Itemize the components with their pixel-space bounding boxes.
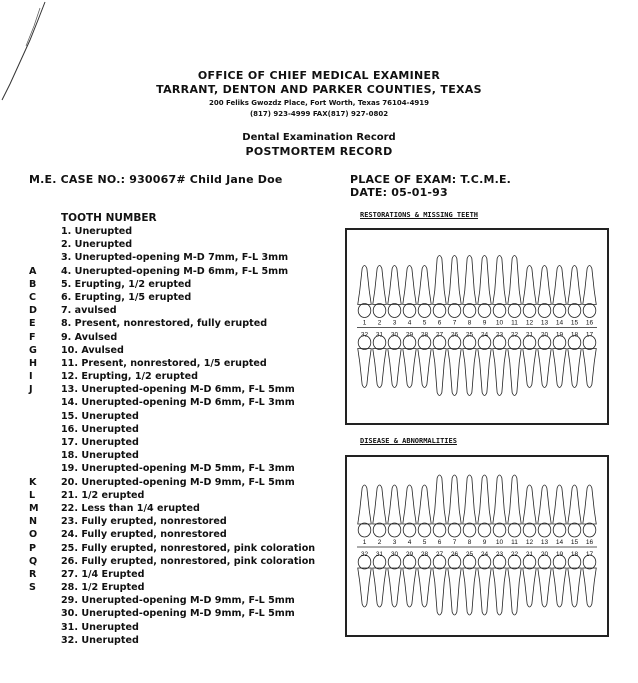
lower-tooth	[493, 349, 507, 396]
lower-tooth-number: 22	[510, 331, 519, 339]
upper-tooth-occlusal	[523, 523, 536, 537]
case-number: M.E. CASE NO.: 930067# Child Jane Doe	[29, 173, 283, 186]
tooth-entry	[0, 251, 330, 264]
lower-tooth	[448, 349, 462, 396]
upper-tooth	[553, 485, 567, 524]
tooth-description: 27. 1/4 Erupted	[61, 568, 145, 580]
lower-tooth	[403, 349, 417, 388]
tooth-entry	[0, 238, 330, 251]
lower-tooth	[478, 568, 492, 615]
tooth-entry	[0, 607, 330, 620]
upper-tooth-occlusal	[418, 304, 431, 318]
upper-tooth-number: 4	[407, 539, 412, 546]
tooth-description: 5. Erupting, 1/2 erupted	[61, 278, 192, 290]
lower-tooth	[418, 349, 432, 388]
tooth-entry	[0, 621, 330, 634]
upper-tooth	[523, 266, 537, 305]
lower-tooth-number: 17	[585, 551, 594, 558]
lower-tooth-number: 31	[375, 551, 384, 558]
exam-date: DATE: 05-01-93	[350, 186, 448, 199]
upper-tooth-occlusal	[583, 523, 596, 537]
lower-tooth-number: 20	[540, 551, 549, 558]
tooth-entry	[0, 568, 330, 581]
upper-tooth	[583, 485, 597, 524]
tooth-entry	[0, 423, 330, 436]
primary-tooth-letter: F	[29, 331, 36, 343]
lower-tooth	[373, 568, 387, 607]
tooth-description: 23. Fully erupted, nonrestored	[61, 516, 227, 528]
tooth-description: 25. Fully erupted, nonrestored, pink coloration	[61, 542, 316, 554]
upper-tooth	[373, 485, 387, 524]
upper-tooth-occlusal	[523, 304, 536, 318]
upper-tooth	[508, 475, 522, 524]
lower-tooth	[568, 349, 582, 388]
upper-tooth-number: 3	[392, 319, 397, 327]
upper-tooth	[583, 266, 597, 305]
upper-tooth-occlusal	[358, 304, 371, 318]
lower-tooth	[418, 568, 432, 607]
lower-tooth-number: 18	[570, 551, 579, 558]
tooth-description: 20. Unerupted-opening M-D 9mm, F-L 5mm	[61, 476, 295, 488]
upper-tooth-occlusal	[358, 523, 371, 537]
tooth-entry	[0, 331, 330, 344]
lower-tooth-number: 25	[465, 331, 474, 339]
upper-tooth-occlusal	[373, 523, 386, 537]
restorations-dental-chart	[345, 228, 609, 425]
primary-tooth-letter: C	[29, 291, 37, 303]
upper-tooth-number: 2	[377, 319, 382, 327]
tooth-description: 26. Fully erupted, nonrestored, pink coloration	[61, 555, 316, 567]
lower-tooth	[433, 349, 447, 396]
tooth-diagram	[347, 230, 607, 423]
tooth-description: 18. Unerupted	[61, 450, 139, 462]
upper-tooth-number: 6	[437, 539, 442, 546]
counties-title: TARRANT, DENTON AND PARKER COUNTIES, TEXAS	[156, 83, 482, 96]
tooth-description: 21. 1/2 erupted	[61, 489, 145, 501]
disease-label: DISEASE & ABNORMALITIES	[360, 437, 457, 445]
lower-tooth-number: 17	[585, 331, 594, 339]
lower-tooth	[583, 349, 597, 388]
tooth-entry	[0, 634, 330, 647]
upper-tooth-number: 11	[511, 319, 518, 327]
tooth-entry	[0, 542, 330, 555]
upper-tooth-occlusal	[478, 523, 491, 537]
upper-tooth	[553, 266, 567, 305]
lower-tooth-number: 32	[360, 331, 369, 339]
lower-tooth	[463, 568, 477, 615]
upper-tooth-occlusal	[433, 523, 446, 537]
upper-tooth	[433, 256, 447, 305]
tooth-description: 13. Unerupted-opening M-D 6mm, F-L 5mm	[61, 384, 295, 396]
upper-tooth-occlusal	[538, 304, 551, 318]
lower-tooth	[403, 568, 417, 607]
upper-tooth	[478, 475, 492, 524]
primary-tooth-letter: M	[29, 502, 39, 514]
upper-tooth-occlusal	[433, 304, 446, 318]
lower-tooth	[538, 568, 552, 607]
upper-tooth	[463, 475, 477, 524]
lower-tooth-number: 29	[405, 331, 414, 339]
lower-tooth-number: 22	[510, 551, 519, 558]
upper-tooth-number: 3	[392, 539, 397, 546]
upper-tooth-occlusal	[388, 304, 401, 318]
upper-tooth	[418, 266, 432, 305]
lower-tooth-number: 29	[405, 551, 414, 558]
tooth-entry	[0, 476, 330, 489]
lower-tooth	[388, 349, 402, 388]
tooth-entry	[0, 344, 330, 357]
upper-tooth	[433, 475, 447, 524]
lower-tooth	[433, 568, 447, 615]
upper-tooth-occlusal	[448, 304, 461, 318]
upper-tooth	[478, 256, 492, 305]
tooth-entry	[0, 528, 330, 541]
upper-tooth-number: 1	[362, 319, 367, 327]
primary-tooth-letter: Q	[29, 555, 38, 567]
tooth-description: 14. Unerupted-opening M-D 6mm, F-L 3mm	[61, 397, 295, 409]
tooth-entry	[0, 555, 330, 568]
tooth-description: 32. Unerupted	[61, 634, 139, 646]
tooth-entry	[0, 265, 330, 278]
upper-tooth-number: 14	[555, 539, 564, 546]
upper-tooth-number: 8	[467, 319, 472, 327]
upper-tooth-occlusal	[478, 304, 491, 318]
primary-tooth-letter: S	[29, 582, 36, 594]
lower-tooth-number: 30	[390, 551, 399, 558]
upper-tooth-occlusal	[493, 523, 506, 537]
upper-tooth-occlusal	[553, 304, 566, 318]
upper-tooth	[508, 256, 522, 305]
lower-tooth-number: 19	[555, 551, 564, 558]
primary-tooth-letter: N	[29, 516, 38, 528]
tooth-entry	[0, 370, 330, 383]
record-type: Dental Examination Record	[242, 132, 396, 143]
upper-tooth-occlusal	[553, 523, 566, 537]
upper-tooth-number: 10	[495, 319, 504, 327]
upper-tooth	[388, 485, 402, 524]
lower-tooth	[523, 568, 537, 607]
upper-tooth-occlusal	[508, 523, 521, 537]
lower-tooth	[553, 349, 567, 388]
primary-tooth-letter: I	[29, 371, 33, 383]
lower-tooth-number: 23	[495, 331, 504, 339]
upper-tooth	[373, 266, 387, 305]
record-title: POSTMORTEM RECORD	[245, 145, 393, 158]
upper-tooth-occlusal	[493, 304, 506, 318]
upper-tooth-number: 14	[555, 319, 564, 327]
primary-tooth-letter: R	[29, 568, 37, 580]
upper-tooth-occlusal	[463, 523, 476, 537]
tooth-entry	[0, 581, 330, 594]
lower-tooth	[493, 568, 507, 615]
upper-tooth-number: 15	[570, 539, 579, 546]
lower-tooth	[388, 568, 402, 607]
upper-tooth-occlusal	[568, 304, 581, 318]
upper-tooth	[568, 485, 582, 524]
tooth-entry	[0, 489, 330, 502]
tooth-description: 19. Unerupted-opening M-D 5mm, F-L 3mm	[61, 463, 295, 475]
lower-tooth	[508, 568, 522, 615]
upper-tooth-occlusal	[583, 304, 596, 318]
upper-tooth-occlusal	[373, 304, 386, 318]
primary-tooth-letter: O	[29, 529, 38, 541]
lower-tooth-number: 28	[420, 551, 429, 558]
upper-tooth	[463, 256, 477, 305]
lower-tooth	[358, 349, 372, 388]
lower-tooth-number: 27	[435, 551, 444, 558]
lower-tooth	[463, 349, 477, 396]
upper-tooth-occlusal	[403, 523, 416, 537]
tooth-entry	[0, 304, 330, 317]
upper-tooth	[538, 485, 552, 524]
tooth-entry	[0, 396, 330, 409]
lower-tooth	[553, 568, 567, 607]
lower-tooth-number: 19	[555, 331, 564, 339]
upper-tooth	[493, 256, 507, 305]
upper-tooth-number: 12	[525, 539, 534, 546]
upper-tooth	[358, 266, 372, 305]
tooth-description: 9. Avulsed	[61, 331, 118, 343]
lower-tooth	[583, 568, 597, 607]
office-address: 200 Feliks Gwozdz Place, Fort Worth, Texas 76104-4919	[208, 99, 430, 107]
tooth-description: 1. Unerupted	[61, 226, 133, 237]
lower-tooth-number: 32	[360, 551, 369, 558]
restorations-label: RESTORATIONS & MISSING TEETH	[360, 211, 479, 219]
lower-tooth-number: 27	[435, 331, 444, 339]
upper-tooth-occlusal	[568, 523, 581, 537]
upper-tooth-number: 13	[540, 539, 549, 546]
primary-tooth-letter: A	[29, 265, 37, 277]
upper-tooth	[448, 256, 462, 305]
primary-tooth-letter: K	[29, 476, 37, 488]
office-phone: (817) 923-4999 FAX(817) 927-0802	[249, 110, 389, 118]
upper-tooth-occlusal	[538, 523, 551, 537]
upper-tooth-number: 4	[407, 319, 412, 327]
tooth-description: 31. Unerupted	[61, 621, 139, 633]
upper-tooth-occlusal	[388, 523, 401, 537]
tooth-entry	[0, 502, 330, 515]
primary-tooth-letter: G	[29, 344, 37, 356]
upper-tooth-number: 9	[482, 539, 487, 546]
tooth-entry	[0, 436, 330, 449]
primary-tooth-letter: P	[29, 542, 37, 554]
upper-tooth	[403, 266, 417, 305]
primary-tooth-letter: H	[29, 357, 38, 369]
lower-tooth-number: 21	[525, 331, 534, 339]
tooth-description: 24. Fully erupted, nonrestored	[61, 529, 227, 541]
upper-tooth-number: 9	[482, 319, 487, 327]
lower-tooth-number: 18	[570, 331, 579, 339]
tooth-entry	[0, 462, 330, 475]
upper-tooth-number: 7	[452, 319, 457, 327]
lower-tooth-number: 28	[420, 331, 429, 339]
upper-tooth-number: 8	[467, 539, 472, 546]
tooth-description: 4. Unerupted-opening M-D 6mm, F-L 5mm	[61, 265, 289, 277]
tooth-description: 3. Unerupted-opening M-D 7mm, F-L 3mm	[61, 252, 289, 264]
tooth-description: 28. 1/2 Erupted	[61, 582, 145, 594]
tooth-description: 7. avulsed	[61, 305, 117, 317]
lower-tooth	[523, 349, 537, 388]
tooth-description: 15. Unerupted	[61, 410, 139, 422]
lower-tooth-number: 26	[450, 331, 459, 339]
tooth-description: 10. Avulsed	[61, 344, 124, 356]
upper-tooth-number: 16	[585, 319, 594, 327]
place-of-exam: PLACE OF EXAM: T.C.M.E.	[350, 173, 512, 186]
upper-tooth	[388, 266, 402, 305]
tooth-description: 2. Unerupted	[61, 239, 133, 251]
tooth-entry	[0, 594, 330, 607]
upper-tooth-number: 2	[377, 539, 382, 546]
tooth-entry	[0, 515, 330, 528]
lower-tooth	[538, 349, 552, 388]
tooth-list	[0, 225, 330, 647]
upper-tooth	[418, 485, 432, 524]
lower-tooth-number: 31	[375, 331, 384, 339]
upper-tooth-number: 16	[585, 539, 594, 546]
lower-tooth	[448, 568, 462, 615]
tooth-description: 8. Present, nonrestored, fully erupted	[61, 318, 268, 330]
upper-tooth-number: 7	[452, 539, 457, 546]
tooth-description: 29. Unerupted-opening M-D 9mm, F-L 5mm	[61, 595, 295, 607]
tooth-entry	[0, 317, 330, 330]
disease-dental-chart	[345, 455, 609, 637]
upper-tooth-occlusal	[403, 304, 416, 318]
lower-tooth-number: 26	[450, 551, 459, 558]
upper-tooth-number: 1	[362, 539, 367, 546]
upper-tooth-number: 12	[525, 319, 534, 327]
upper-tooth-occlusal	[448, 523, 461, 537]
primary-tooth-letter: J	[29, 384, 33, 396]
tooth-entry	[0, 449, 330, 462]
office-title: OFFICE OF CHIEF MEDICAL EXAMINER	[197, 69, 441, 82]
lower-tooth	[478, 349, 492, 396]
lower-tooth-number: 30	[390, 331, 399, 339]
upper-tooth-occlusal	[418, 523, 431, 537]
upper-tooth-occlusal	[508, 304, 521, 318]
tooth-description: 16. Unerupted	[61, 423, 139, 435]
tooth-entry	[0, 383, 330, 396]
tooth-description: 11. Present, nonrestored, 1/5 erupted	[61, 357, 267, 369]
upper-tooth-occlusal	[463, 304, 476, 318]
primary-tooth-letter: E	[29, 318, 36, 330]
lower-tooth	[508, 349, 522, 396]
upper-tooth-number: 11	[511, 539, 518, 546]
primary-tooth-letter: L	[29, 489, 36, 501]
lower-tooth-number: 23	[495, 551, 504, 558]
tooth-entry	[0, 225, 330, 238]
upper-tooth-number: 15	[570, 319, 579, 327]
upper-tooth	[403, 485, 417, 524]
upper-tooth	[568, 266, 582, 305]
tooth-description: 12. Erupting, 1/2 erupted	[61, 371, 198, 383]
upper-tooth-number: 5	[422, 539, 427, 546]
upper-tooth-number: 13	[540, 319, 549, 327]
lower-tooth	[568, 568, 582, 607]
tooth-description: 30. Unerupted-opening M-D 9mm, F-L 5mm	[61, 608, 295, 620]
tooth-number-heading: TOOTH NUMBER	[61, 212, 157, 224]
upper-tooth	[493, 475, 507, 524]
tooth-entry	[0, 291, 330, 304]
lower-tooth-number: 24	[480, 331, 489, 339]
tooth-description: 6. Erupting, 1/5 erupted	[61, 291, 192, 303]
lower-tooth-number: 20	[540, 331, 549, 339]
lower-tooth	[358, 568, 372, 607]
tooth-diagram	[347, 457, 607, 635]
tooth-entry	[0, 410, 330, 423]
upper-tooth	[448, 475, 462, 524]
tooth-description: 22. Less than 1/4 erupted	[61, 502, 200, 514]
tooth-entry	[0, 357, 330, 370]
upper-tooth-number: 10	[495, 539, 504, 546]
primary-tooth-letter: D	[29, 305, 37, 317]
upper-tooth-number: 6	[437, 319, 442, 327]
lower-tooth-number: 24	[480, 551, 489, 558]
tooth-description: 17. Unerupted	[61, 437, 139, 448]
primary-tooth-letter: B	[29, 278, 37, 290]
tooth-entry	[0, 278, 330, 291]
upper-tooth	[358, 485, 372, 524]
lower-tooth	[373, 349, 387, 388]
lower-tooth-number: 25	[465, 551, 474, 558]
upper-tooth-number: 5	[422, 319, 427, 327]
lower-tooth-number: 21	[525, 551, 534, 558]
upper-tooth	[523, 485, 537, 524]
upper-tooth	[538, 266, 552, 305]
